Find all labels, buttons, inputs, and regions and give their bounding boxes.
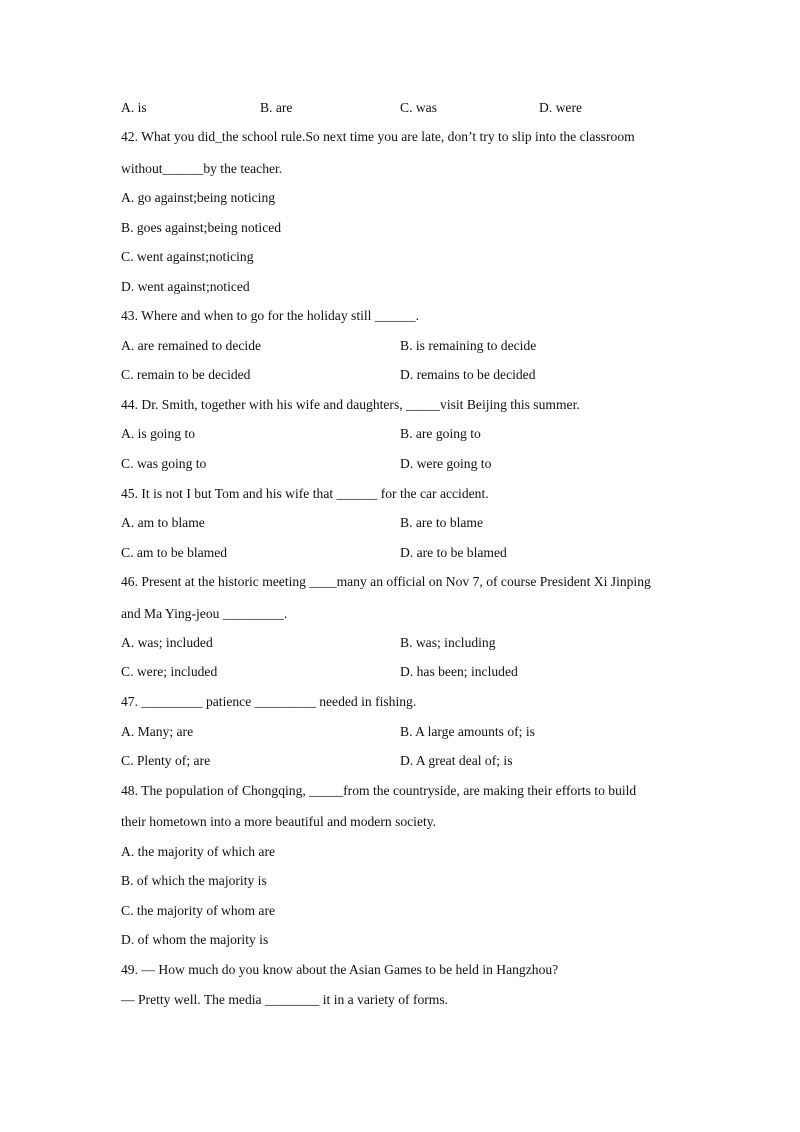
q43-option-b: B. is remaining to decide	[400, 338, 537, 353]
q48-option-c: C. the majority of whom are	[121, 903, 276, 918]
q48-stem-line2: their hometown into a more beautiful and modern society.	[121, 814, 437, 829]
q48-option-d: D. of whom the majority is	[121, 932, 269, 947]
q47-option-d: D. A great deal of; is	[400, 753, 513, 768]
q42-stem-line2: without______by the teacher.	[121, 161, 283, 176]
q43-stem: 43. Where and when to go for the holiday still ______.	[121, 308, 420, 323]
q44-option-d: D. were going to	[400, 456, 492, 471]
q46-option-b: B. was; including	[400, 635, 496, 650]
q45-option-d: D. are to be blamed	[400, 545, 507, 560]
q49-stem-line1: 49. — How much do you know about the Asian Games to be held in Hangzhou?	[121, 962, 559, 977]
q47-option-b: B. A large amounts of; is	[400, 724, 535, 739]
q45-stem: 45. It is not I but Tom and his wife that ______ for the car accident.	[121, 486, 489, 501]
q43-option-a: A. are remained to decide	[121, 338, 262, 353]
q41-option-d: D. were	[539, 100, 583, 115]
q41-option-c: C. was	[400, 100, 438, 115]
q42-option-c: C. went against;noticing	[121, 249, 254, 264]
q47-stem: 47. _________ patience _________ needed in fishing.	[121, 694, 417, 709]
q44-option-a: A. is going to	[121, 426, 196, 441]
q46-stem-line1: 46. Present at the historic meeting ____many an official on Nov 7, of course President Xi Jinping	[121, 574, 651, 589]
q45-option-c: C. am to be blamed	[121, 545, 228, 560]
q47-option-c: C. Plenty of; are	[121, 753, 211, 768]
q42-stem-line1: 42. What you did_the school rule.So next time you are late, don’t try to slip into the classroom	[121, 129, 635, 144]
q42-option-d: D. went against;noticed	[121, 279, 250, 294]
q42-option-a: A. go against;being noticing	[121, 190, 276, 205]
q42-option-b: B. goes against;being noticed	[121, 220, 282, 235]
q45-option-a: A. am to blame	[121, 515, 205, 530]
q48-stem-line1: 48. The population of Chongqing, _____from the countryside, are making their efforts to build	[121, 783, 637, 798]
q45-option-b: B. are to blame	[400, 515, 484, 530]
q41-option-a: A. is	[121, 100, 147, 115]
q44-option-b: B. are going to	[400, 426, 481, 441]
q46-option-a: A. was; included	[121, 635, 213, 650]
q46-stem-line2: and Ma Ying-jeou _________.	[121, 606, 288, 621]
q43-option-c: C. remain to be decided	[121, 367, 251, 382]
q48-option-b: B. of which the majority is	[121, 873, 267, 888]
q46-option-c: C. were; included	[121, 664, 218, 679]
q44-option-c: C. was going to	[121, 456, 207, 471]
q49-stem-line2: — Pretty well. The media ________ it in a variety of forms.	[121, 992, 449, 1007]
q43-option-d: D. remains to be decided	[400, 367, 536, 382]
q46-option-d: D. has been; included	[400, 664, 518, 679]
q41-option-b: B. are	[260, 100, 293, 115]
q47-option-a: A. Many; are	[121, 724, 194, 739]
q48-option-a: A. the majority of which are	[121, 844, 276, 859]
q44-stem: 44. Dr. Smith, together with his wife and daughters, _____visit Beijing this summer.	[121, 397, 580, 412]
